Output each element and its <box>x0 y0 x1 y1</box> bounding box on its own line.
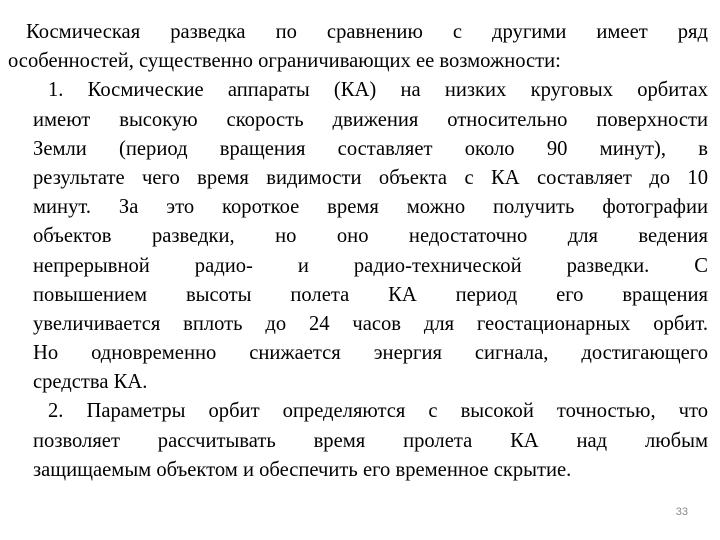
text-line: имеют высокую скорость движения относительно поверхности <box>33 108 708 131</box>
text-line: увеличивается вплоть до 24 часов для геостационарных орбит. <box>33 312 708 335</box>
text-line: средства КА. <box>33 371 148 394</box>
text-line: Земли (период вращения составляет около 90 минут), в <box>33 137 708 160</box>
text-line: результате чего время видимости объекта с КА составляет до 10 <box>33 166 708 189</box>
page-number: 33 <box>675 506 688 518</box>
list-item-1-start: 1. Космические аппараты (КА) на низких круговых орбитах <box>48 79 708 102</box>
text-line: непрерывной радио- и радио-технической разведки. С <box>33 254 708 277</box>
text-line: объектов разведки, но оно недостаточно для ведения <box>33 225 708 248</box>
text-line: позволяет рассчитывать время пролета КА над любым <box>33 429 708 452</box>
body-text <box>8 18 708 485</box>
text-line: Космическая разведка по сравнению с другими имеет ряд <box>26 21 708 43</box>
text-line: Но одновременно снижается энергия сигнала, достигающего <box>33 342 708 365</box>
list-item-2-start: 2. Параметры орбит определяются с высокой точностью, что <box>48 400 708 423</box>
text-line: защищаемым объектом и обеспечить его временное скрытие. <box>33 458 572 481</box>
text-line: минут. За это короткое время можно получить фотографии <box>33 196 708 219</box>
text-line: особенностей, существенно ограничивающих ее возможности: <box>8 50 561 73</box>
text-line: повышением высоты полета КА период его вращения <box>33 283 708 306</box>
